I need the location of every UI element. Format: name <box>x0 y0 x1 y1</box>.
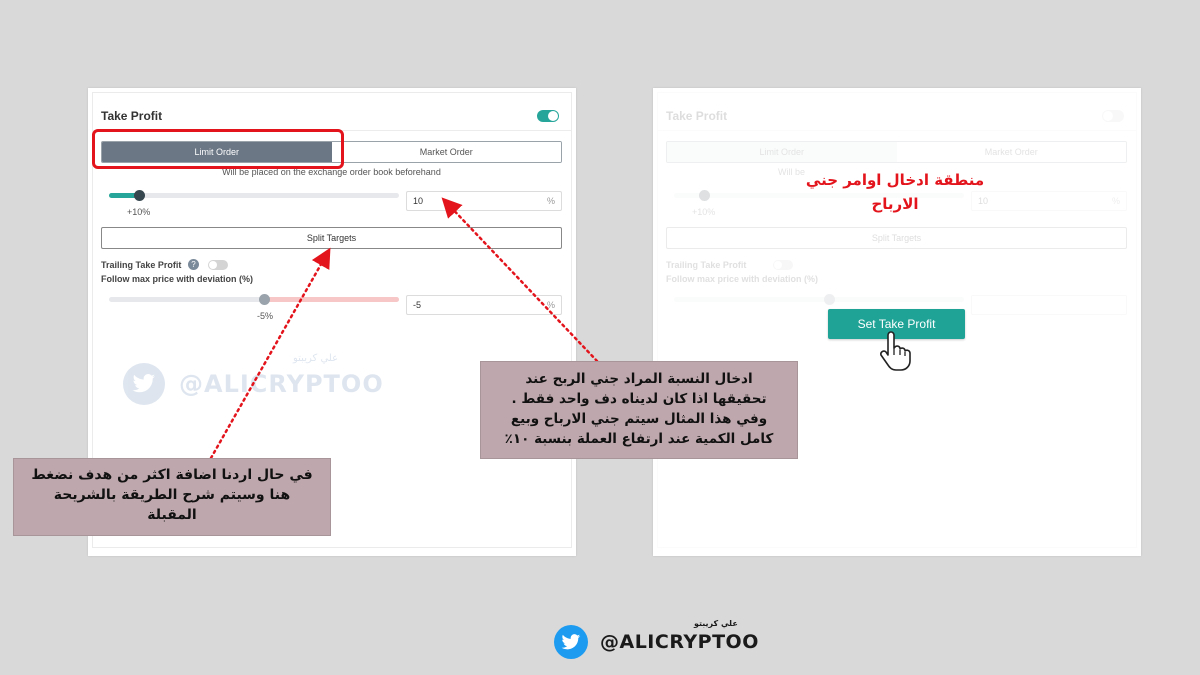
watermark-arabic: علي كريبتو <box>293 353 339 364</box>
percent-unit: % <box>1111 196 1120 206</box>
split-targets-button[interactable]: Split Targets <box>666 227 1127 249</box>
tab-market-order[interactable]: Market Order <box>332 142 562 162</box>
split-targets-button[interactable]: Split Targets <box>101 227 562 249</box>
profit-slider-label: +10% <box>692 207 716 217</box>
help-icon[interactable]: ? <box>188 259 199 270</box>
footer-branding <box>554 619 759 659</box>
follow-max-price-label: Follow max price with deviation (%) <box>101 274 254 284</box>
zone-title-line: منطقة ادخال اوامر جني <box>805 171 985 189</box>
set-take-profit-button[interactable]: Set Take Profit <box>828 309 965 339</box>
twitter-icon[interactable] <box>554 625 588 659</box>
percent-unit: % <box>546 300 555 310</box>
tab-market-order[interactable]: Market Order <box>897 142 1127 162</box>
tab-limit-order[interactable]: Limit Order <box>667 142 897 162</box>
follow-max-price-label: Follow max price with deviation (%) <box>666 274 819 284</box>
profit-slider-label: +10% <box>127 207 151 217</box>
profit-input-value: 10 <box>413 196 424 206</box>
order-hint-text: Will be <box>778 167 806 177</box>
callout-split-targets <box>13 458 331 536</box>
callout-line: هنا وسيتم شرح الطريقة بالشريحة <box>53 487 291 503</box>
percent-unit: % <box>546 196 555 206</box>
deviation-input-value: -5 <box>413 300 422 310</box>
callout-line: كامل الكمية عند ارتفاع العملة بنسبة ١٠٪ <box>504 431 774 447</box>
take-profit-title: Take Profit <box>666 109 728 123</box>
callout-line: في حال اردنا اضافة اكثر من هدف نضغط <box>31 467 313 483</box>
take-profit-title: Take Profit <box>101 109 163 123</box>
arrow-to-split-targets <box>211 252 328 458</box>
footer-handle[interactable]: @ALICRYPTOO <box>600 631 759 653</box>
callout-profit-percent <box>480 361 798 459</box>
callout-line: تحقيقها اذا كان لديناه دف واحد فقط . <box>511 391 767 407</box>
trailing-take-profit-label: Trailing Take Profit <box>666 260 747 270</box>
tab-limit-order[interactable]: Limit Order <box>102 142 332 162</box>
order-hint-text: Will be placed on the exchange order book beforehand <box>222 167 441 177</box>
arrow-to-percent-input <box>445 201 597 361</box>
zone-title-line: الارباح <box>871 195 919 213</box>
callout-line: وفي هذا المثال سيتم جني الارباح وبيع <box>510 411 768 427</box>
trailing-take-profit-label: Trailing Take Profit <box>101 260 182 270</box>
watermark-handle: @ALICRYPTOO <box>179 370 384 398</box>
deviation-slider-label: -5% <box>257 311 274 321</box>
callout-line: المقبلة <box>147 507 197 523</box>
callout-line: ادخال النسبة المراد جني الربح عند <box>525 371 753 387</box>
footer-arabic-name: علي كريبتو <box>694 619 738 628</box>
profit-input-value: 10 <box>978 196 989 206</box>
